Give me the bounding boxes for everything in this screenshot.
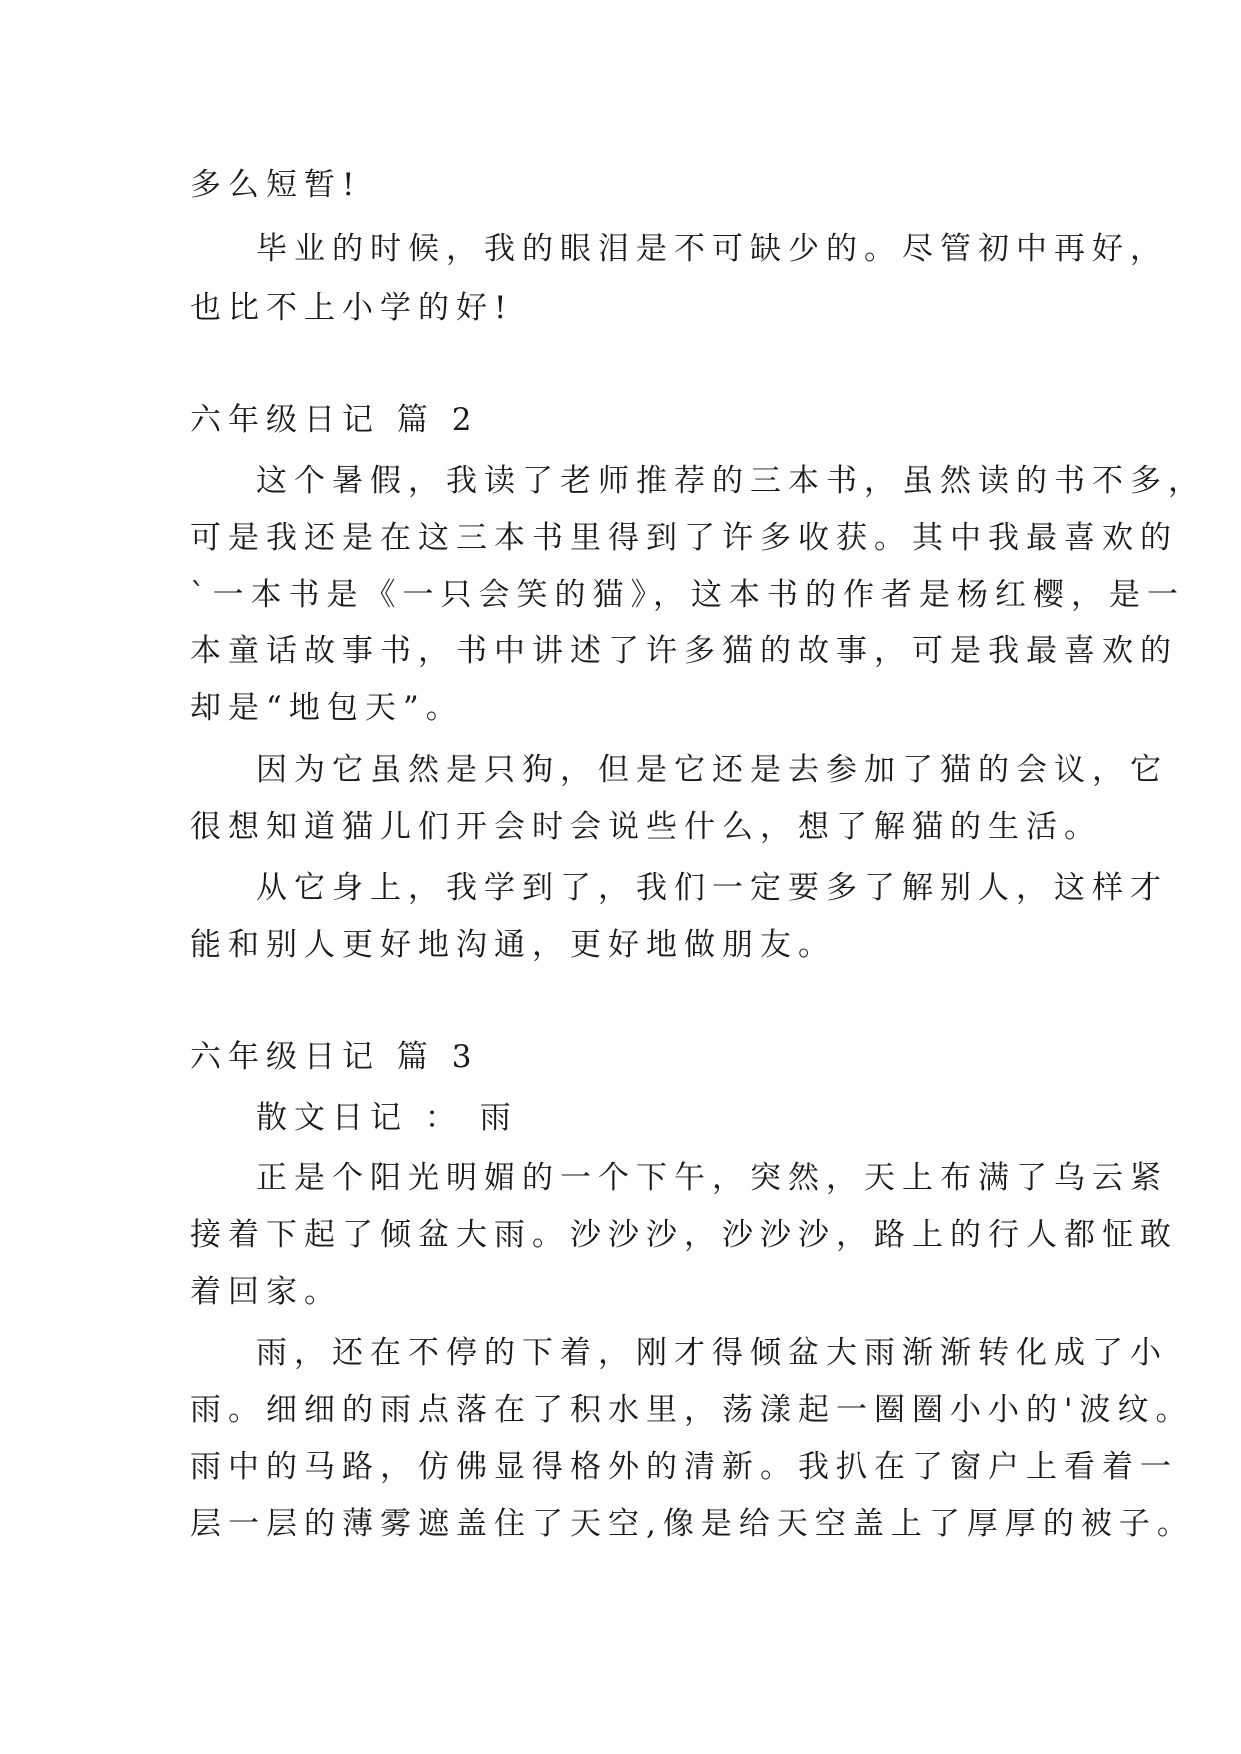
paragraph-line: 因为它虽然是只狗，但是它还是去参加了猫的会议，它 — [256, 752, 1168, 788]
paragraph-line: 能和别人更好地沟通，更好地做朋友。 — [190, 927, 836, 963]
paragraph-line: 接着下起了倾盆大雨。沙沙沙，沙沙沙，路上的行人都怔敢 — [190, 1217, 1178, 1253]
paragraph-line: 层一层的薄雾遮盖住了天空,像是给天空盖上了厚厚的被子。 — [190, 1506, 1195, 1542]
paragraph-line: 着回家。 — [190, 1274, 342, 1310]
paragraph-line: 雨。细细的雨点落在了积水里，荡漾起一圈圈小小的'波纹。 — [190, 1392, 1194, 1428]
paragraph-line: 本童话故事书，书中讲述了许多猫的故事，可是我最喜欢的 — [190, 633, 1178, 669]
paragraph-line: 却是“地包天”。 — [190, 690, 464, 726]
paragraph-line: 可是我还是在这三本书里得到了许多收获。其中我最喜欢的 — [190, 520, 1178, 556]
paragraph-line: 很想知道猫儿们开会时会说些什么，想了解猫的生活。 — [190, 809, 1102, 845]
paragraph-line: 毕业的时候，我的眼泪是不可缺少的。尽管初中再好， — [256, 231, 1168, 267]
paragraph-line: 雨中的马路，仿佛显得格外的清新。我扒在了窗户上看着一 — [190, 1449, 1178, 1485]
paragraph-line: 雨，还在不停的下着，刚才得倾盆大雨渐渐转化成了小 — [256, 1335, 1168, 1371]
paragraph-line: 也比不上小学的好! — [190, 290, 514, 326]
paragraph-line: `一本书是《一只会笑的猫》，这本书的作者是杨红樱，是一 — [190, 577, 1185, 613]
paragraph-line: 这个暑假，我读了老师推荐的三本书，虽然读的书不多， — [256, 463, 1206, 499]
section-subtitle: 散文日记 ： 雨 — [256, 1100, 518, 1136]
paragraph-line: 从它身上，我学到了，我们一定要多了解别人，这样才 — [256, 870, 1168, 906]
section-heading: 六年级日记 篇 2 — [190, 402, 479, 438]
paragraph-line: 多么短暂! — [190, 167, 362, 203]
paragraph-line: 正是个阳光明媚的一个下午，突然，天上布满了乌云紧 — [256, 1160, 1168, 1196]
section-heading: 六年级日记 篇 3 — [190, 1039, 479, 1075]
